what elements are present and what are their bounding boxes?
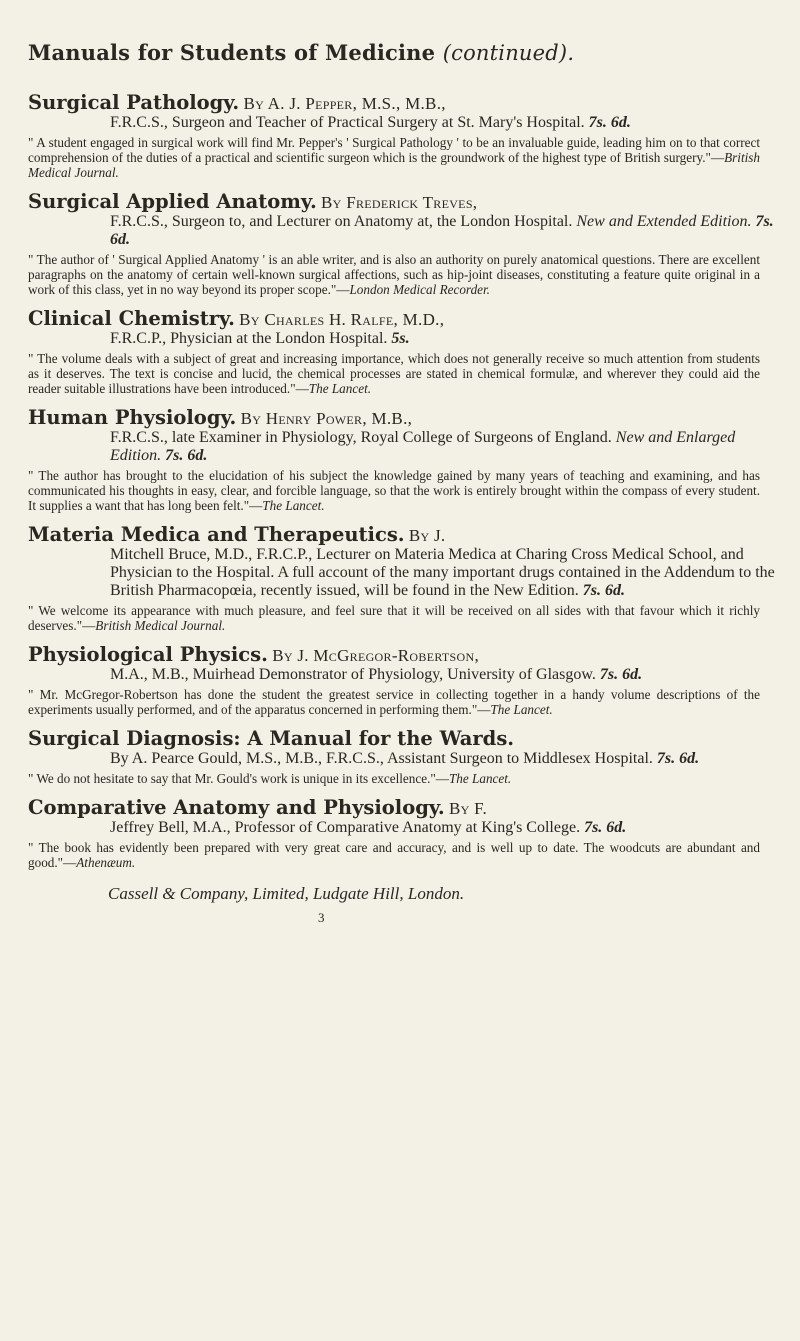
entry-title-line (28, 729, 778, 750)
review-source: The Lancet. (262, 498, 325, 513)
review-source: The Lancet. (308, 381, 372, 396)
book-list (28, 93, 778, 870)
review-quote: " We do not hesitate to say that Mr. Gould's work is unique in its excellence."— (28, 771, 449, 786)
entry-title-line (28, 309, 778, 330)
review-quote: " The author has brought to the elucidation of his subject the knowledge gained by many years of teaching and examining, and has communicated his thoughts in easy, clear, and forcible language, so that the work is entirely brought within the compass of every student. It supplies a want that has long been felt."— (28, 468, 760, 513)
review-quote: " The volume deals with a subject of great and increasing importance, which does not generally receive so much attention from students as it deserves. The text is concise and lucid, the chemical processes are stated in chemical formulæ, and wherever they could aid the reader suitable illustrations have been introduced."— (28, 351, 760, 396)
author-credentials: By A. Pearce Gould, M.S., M.B., F.R.C.S., Assistant Surgeon to Middlesex Hospital. (110, 750, 653, 767)
review-quote: " The author of ' Surgical Applied Anatomy ' is an able writer, and is also an authority on purely anatomical questions. There are excellent paragraphs on the anatomy of certain well-known surgical affections, such as hip-joint diseases, constituting a feature quite original in a work of this class, yet in no way beyond its proper scope."— (28, 252, 760, 297)
review-quote: " The book has evidently been prepared with very great care and accuracy, and is well up to date. The woodcuts are abundant and good."— (28, 840, 760, 870)
author-credentials: F.R.C.S., late Examiner in Physiology, Royal College of Surgeons of England. (110, 429, 612, 446)
book-price: 7s. 6d. (110, 213, 774, 248)
book-author: By J. McGregor-Robertson, (272, 646, 479, 665)
press-review (28, 603, 778, 633)
review-source: The Lancet. (490, 702, 553, 717)
book-description (110, 114, 778, 132)
book-title: Materia Medica and Therapeutics. (28, 523, 405, 546)
book-author: By F. (448, 799, 488, 818)
press-review (28, 468, 778, 513)
book-author: By Henry Power, M.B., (240, 409, 413, 428)
book-title: Physiological Physics. (28, 643, 268, 666)
page-number: 3 (318, 910, 325, 925)
page-title: Manuals for Students of Medicine (28, 40, 436, 65)
book-title: Surgical Applied Anatomy. (28, 190, 317, 213)
author-credentials: Mitchell Bruce, M.D., F.R.C.P., Lecturer on Materia Medica at Charing Cross Medical School, and Physician to the Hospital. A full account of the many important drugs contained in the Addendum to the British Pharmacopœia, recently issued, will be found in the New Edition. (110, 546, 775, 599)
book-entry (28, 729, 778, 786)
page-heading (28, 40, 778, 65)
publisher-imprint: Cassell & Company, Limited, Ludgate Hill, London. (108, 884, 465, 903)
book-description (110, 666, 778, 684)
press-review (28, 252, 778, 297)
book-edition: New and Enlarged Edition. (110, 429, 736, 464)
book-description (110, 750, 778, 768)
book-author: By Frederick Treves, (321, 193, 478, 212)
book-author: By J. (408, 526, 446, 545)
book-title: Clinical Chemistry. (28, 307, 235, 330)
review-source: The Lancet. (448, 771, 512, 786)
review-source: British Medical Journal. (95, 618, 226, 633)
book-price: 7s. 6d. (656, 750, 700, 767)
review-source: London Medical Recorder. (349, 282, 490, 297)
book-entry (28, 525, 778, 633)
continued-note: (continued). (442, 41, 575, 65)
entry-title-line (28, 798, 778, 819)
author-credentials: Jeffrey Bell, M.A., Professor of Comparative Anatomy at King's College. (110, 819, 581, 836)
book-price: 7s. 6d. (584, 819, 627, 836)
entry-title-line (28, 645, 778, 666)
book-title: Surgical Diagnosis: A Manual for the Wards. (28, 727, 515, 750)
press-review (28, 840, 778, 870)
review-quote: " We welcome its appearance with much pleasure, and feel sure that it will be received on all sides with that favour which it richly deserves."— (28, 603, 760, 633)
review-quote: " A student engaged in surgical work will find Mr. Pepper's ' Surgical Pathology ' to be an invaluable guide, leading him on to that correct comprehension of the duties of a practical and scientific surgeon which is the groundwork of the highest type of British surgery."— (28, 135, 760, 165)
book-author: By A. J. Pepper, M.S., M.B., (243, 94, 446, 113)
review-source: Athenæum. (76, 855, 136, 870)
press-review (28, 771, 778, 786)
press-review (28, 135, 778, 180)
book-entry (28, 798, 778, 870)
book-description (110, 819, 778, 837)
book-price: 5s. (391, 330, 410, 347)
book-price: 7s. 6d. (599, 666, 643, 683)
author-credentials: M.A., M.B., Muirhead Demonstrator of Physiology, University of Glasgow. (110, 666, 596, 683)
book-description (110, 330, 778, 348)
entry-title-line (28, 525, 778, 546)
book-description (110, 546, 778, 600)
book-title: Human Physiology. (28, 406, 237, 429)
book-description (110, 213, 778, 249)
press-review (28, 687, 778, 717)
book-entry (28, 408, 778, 513)
entry-title-line (28, 93, 778, 114)
book-price: 7s. 6d. (165, 447, 208, 464)
author-credentials: F.R.C.S., Surgeon and Teacher of Practical Surgery at St. Mary's Hospital. (110, 114, 585, 131)
book-title: Comparative Anatomy and Physiology. (28, 796, 445, 819)
entry-title-line (28, 192, 778, 213)
book-title: Surgical Pathology. (28, 91, 240, 114)
entry-title-line (28, 408, 778, 429)
book-author: By Charles H. Ralfe, M.D., (239, 310, 445, 329)
book-description (110, 429, 778, 465)
book-entry (28, 645, 778, 717)
catalogue-page (28, 40, 778, 926)
book-edition: New and Extended Edition. (576, 213, 752, 230)
review-source: British Medical Journal. (28, 150, 760, 180)
book-price: 7s. 6d. (588, 114, 631, 131)
book-price: 7s. 6d. (582, 582, 626, 599)
review-quote: " Mr. McGregor-Robertson has done the student the greatest service in collecting together in a handy volume descriptions of the experiments usually performed, and of the apparatus concerned in performing them."— (28, 687, 760, 717)
book-entry (28, 192, 778, 297)
book-entry (28, 93, 778, 180)
author-credentials: F.R.C.S., Surgeon to, and Lecturer on Anatomy at, the London Hospital. (110, 213, 573, 230)
press-review (28, 351, 778, 396)
author-credentials: F.R.C.P., Physician at the London Hospital. (110, 330, 388, 347)
book-entry (28, 309, 778, 396)
